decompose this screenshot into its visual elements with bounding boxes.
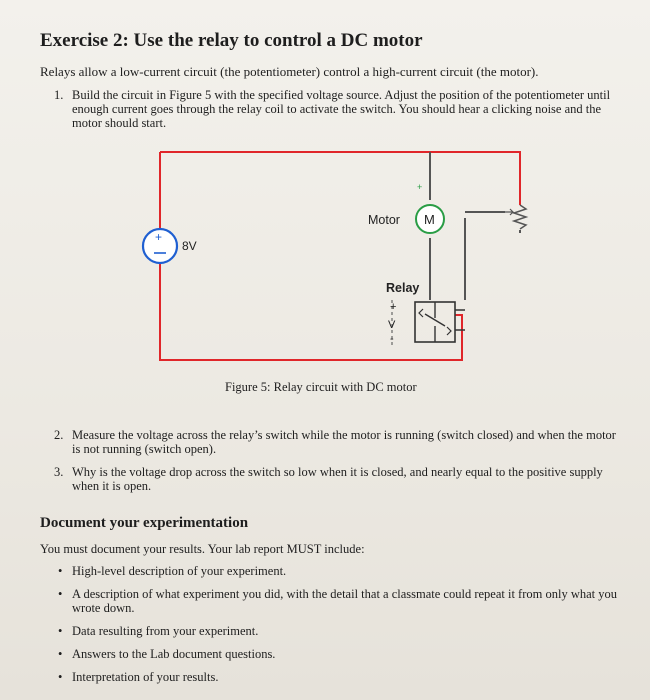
documentation-heading: Document your experimentation (40, 515, 249, 531)
step-2 (54, 428, 624, 456)
documentation-list (58, 564, 628, 693)
svg-text:+: + (417, 182, 423, 192)
relay-v-label: V (388, 319, 396, 331)
relay-minus-label: - (390, 333, 394, 345)
step-number: 3. (54, 465, 64, 479)
list-item (58, 564, 628, 578)
list-item (58, 624, 628, 638)
list-item-text: Answers to the Lab document questions. (72, 647, 276, 661)
step-text: Why is the voltage drop across the switch so low when it is closed, and nearly equal to the positive supply when it is open. (72, 465, 603, 493)
relay-label: Relay (386, 281, 420, 295)
step-number: 2. (54, 428, 64, 442)
bullet-icon: • (58, 624, 63, 638)
list-item-text: Interpretation of your results. (72, 670, 219, 684)
step-text: Measure the voltage across the relay’s switch while the motor is running (switch closed) and when the motor is not running (switch open). (72, 428, 616, 456)
bullet-icon: • (58, 647, 63, 661)
figure-caption: Figure 5: Relay circuit with DC motor (225, 380, 417, 394)
list-item-text: High-level description of your experiment. (72, 564, 287, 578)
svg-text:+: + (155, 230, 163, 244)
circuit-wire (160, 264, 462, 360)
list-item (58, 670, 628, 684)
list-item (58, 587, 628, 615)
potentiometer-symbol (514, 205, 526, 229)
relay-plus-label: + (390, 301, 397, 313)
list-item (58, 647, 628, 661)
step-number: 1. (54, 88, 64, 102)
list-item-text: A description of what experiment you did, with the detail that a classmate could repeat it from only what you wrote down. (72, 587, 617, 615)
exercise-title: Exercise 2: Use the relay to control a DC motor (40, 30, 423, 51)
circuit-wire (160, 152, 520, 205)
motor-m-label: M (424, 212, 435, 227)
bullet-icon: • (58, 587, 63, 601)
motor-label: Motor (368, 213, 400, 227)
intro-text: Relays allow a low-current circuit (the potentiometer) control a high-current circuit (the motor). (40, 64, 539, 79)
bullet-icon: • (58, 670, 63, 684)
step-3 (54, 465, 624, 493)
list-item-text: Data resulting from your experiment. (72, 624, 259, 638)
bullet-icon: • (58, 564, 63, 578)
step-text: Build the circuit in Figure 5 with the specified voltage source. Adjust the position of the potentiometer until enough current goes through the relay coil to activate the switch. You should hear a clicking noise and the motor should start. (72, 88, 611, 130)
circuit-wire (465, 212, 520, 300)
documentation-intro: You must document your results. Your lab report MUST include: (40, 542, 365, 556)
source-voltage-label: 8V (182, 239, 197, 253)
